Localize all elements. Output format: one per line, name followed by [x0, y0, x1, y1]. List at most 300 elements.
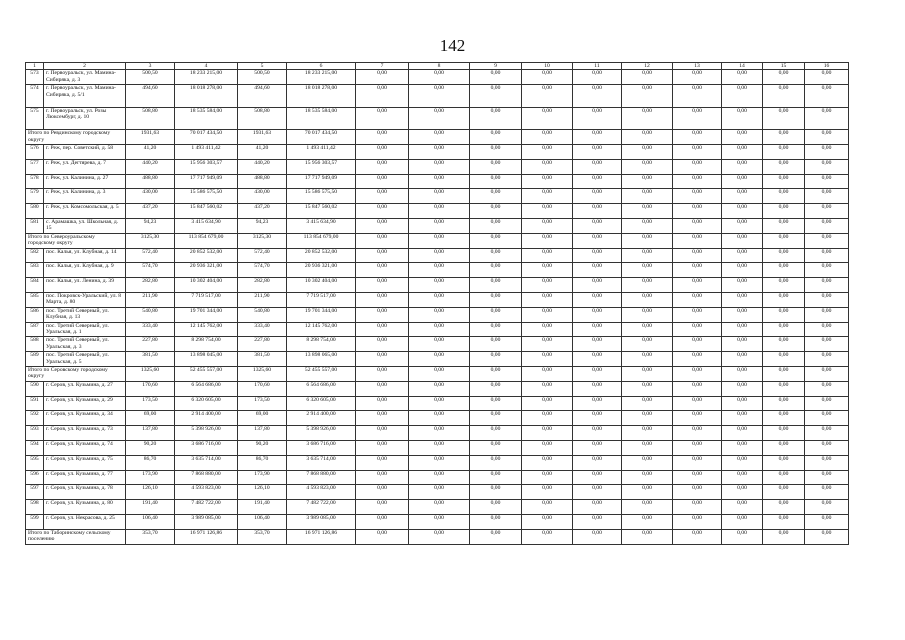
value-cell: 6 564 686,00: [175, 381, 238, 396]
value-cell: 0,00: [573, 500, 622, 515]
value-cell: 0,00: [763, 529, 805, 544]
value-cell: 0,00: [673, 352, 722, 367]
value-cell: 0,00: [805, 85, 849, 108]
value-cell: 0,00: [522, 278, 573, 293]
value-cell: 0,00: [622, 381, 673, 396]
value-cell: 106,40: [238, 514, 287, 529]
value-cell: 0,00: [356, 455, 409, 470]
table-row: [26, 470, 849, 485]
value-cell: 12 145 762,00: [287, 322, 356, 337]
value-cell: 0,00: [409, 470, 470, 485]
value-cell: 0,00: [356, 292, 409, 307]
value-cell: 227,80: [238, 337, 287, 352]
value-cell: 0,00: [622, 85, 673, 108]
value-cell: 170,60: [126, 381, 175, 396]
address-cell: г. Реж, ул. Дегтярева, д. 7: [44, 159, 126, 174]
value-cell: 0,00: [522, 174, 573, 189]
value-cell: 0,00: [573, 396, 622, 411]
value-cell: 0,00: [522, 70, 573, 85]
value-cell: 0,00: [356, 529, 409, 544]
value-cell: 0,00: [673, 130, 722, 145]
value-cell: 0,00: [722, 440, 763, 455]
address-cell: с. Арамашка, ул. Школьная, д. 15: [44, 219, 126, 234]
value-cell: 106,40: [126, 514, 175, 529]
value-cell: 113 854 679,00: [287, 233, 356, 248]
value-cell: 0,00: [805, 426, 849, 441]
subtotal-label: Итого по Таборинскому сельскому поселению: [26, 529, 126, 544]
address-cell: г. Серов, ул. Кузьмина, д. 34: [44, 411, 126, 426]
value-cell: 0,00: [722, 470, 763, 485]
value-cell: 0,00: [522, 337, 573, 352]
value-cell: 0,00: [573, 529, 622, 544]
value-cell: 0,00: [805, 337, 849, 352]
value-cell: 0,00: [622, 529, 673, 544]
value-cell: 0,00: [805, 440, 849, 455]
table-row: [26, 204, 849, 219]
value-cell: 0,00: [673, 455, 722, 470]
value-cell: 0,00: [673, 366, 722, 381]
row-number: 594: [26, 440, 44, 455]
value-cell: 0,00: [622, 292, 673, 307]
value-cell: 0,00: [622, 189, 673, 204]
value-cell: 0,00: [722, 263, 763, 278]
value-cell: 0,00: [805, 514, 849, 529]
value-cell: 2 914 400,00: [175, 411, 238, 426]
row-number: 597: [26, 485, 44, 500]
value-cell: 0,00: [722, 352, 763, 367]
value-cell: 0,00: [722, 159, 763, 174]
table-row: [26, 485, 849, 500]
value-cell: 15 956 303,57: [175, 159, 238, 174]
table-row: [26, 307, 849, 322]
value-cell: 0,00: [763, 307, 805, 322]
row-number: 587: [26, 322, 44, 337]
value-cell: 0,00: [470, 411, 522, 426]
value-cell: 0,00: [805, 366, 849, 381]
value-cell: 0,00: [722, 107, 763, 130]
value-cell: 0,00: [763, 470, 805, 485]
value-cell: 13 898 045,00: [175, 352, 238, 367]
value-cell: 0,00: [522, 366, 573, 381]
value-cell: 0,00: [356, 396, 409, 411]
value-cell: 3 635 714,00: [175, 455, 238, 470]
column-number: 16: [805, 63, 849, 70]
value-cell: 113 854 679,00: [175, 233, 238, 248]
value-cell: 0,00: [763, 85, 805, 108]
value-cell: 540,80: [238, 307, 287, 322]
value-cell: 0,00: [763, 248, 805, 263]
address-cell: г. Серов, ул. Кузьмина, д. 27: [44, 381, 126, 396]
column-number: 6: [287, 63, 356, 70]
value-cell: 0,00: [805, 485, 849, 500]
value-cell: 488,80: [126, 174, 175, 189]
value-cell: 211,90: [126, 292, 175, 307]
value-cell: 0,00: [673, 70, 722, 85]
value-cell: 0,00: [805, 470, 849, 485]
value-cell: 0,00: [573, 159, 622, 174]
value-cell: 0,00: [470, 470, 522, 485]
value-cell: 0,00: [356, 470, 409, 485]
table-row: [26, 322, 849, 337]
table-row: [26, 292, 849, 307]
value-cell: 0,00: [470, 352, 522, 367]
value-cell: 0,00: [622, 248, 673, 263]
value-cell: 211,90: [238, 292, 287, 307]
row-number: 581: [26, 219, 44, 234]
value-cell: 0,00: [522, 292, 573, 307]
value-cell: 0,00: [573, 514, 622, 529]
value-cell: 0,00: [722, 219, 763, 234]
column-number: 5: [238, 63, 287, 70]
register-body: [26, 63, 849, 545]
value-cell: 0,00: [673, 500, 722, 515]
value-cell: 1325,60: [238, 366, 287, 381]
value-cell: 508,80: [126, 107, 175, 130]
value-cell: 440,20: [126, 159, 175, 174]
table-row: [26, 500, 849, 515]
subtotal-row: [26, 366, 849, 381]
value-cell: 16 971 126,86: [175, 529, 238, 544]
value-cell: 0,00: [470, 248, 522, 263]
value-cell: 574,70: [238, 263, 287, 278]
row-number: 585: [26, 292, 44, 307]
value-cell: 333,40: [126, 322, 175, 337]
address-cell: г. Серов, ул. Некрасова, д. 25: [44, 514, 126, 529]
value-cell: 0,00: [673, 189, 722, 204]
value-cell: 0,00: [722, 85, 763, 108]
row-number: 575: [26, 107, 44, 130]
address-cell: г. Серов, ул. Кузьмина, д. 29: [44, 396, 126, 411]
value-cell: 8 298 754,00: [287, 337, 356, 352]
value-cell: 0,00: [722, 174, 763, 189]
value-cell: 0,00: [470, 366, 522, 381]
value-cell: 0,00: [673, 514, 722, 529]
value-cell: 18 018 278,00: [287, 85, 356, 108]
value-cell: 90,20: [238, 440, 287, 455]
value-cell: 69,00: [126, 411, 175, 426]
value-cell: 41,20: [238, 145, 287, 160]
value-cell: 0,00: [622, 219, 673, 234]
value-cell: 0,00: [409, 174, 470, 189]
value-cell: 10 302 404,00: [175, 278, 238, 293]
value-cell: 0,00: [673, 485, 722, 500]
value-cell: 0,00: [763, 159, 805, 174]
row-number: 576: [26, 145, 44, 160]
value-cell: 0,00: [573, 219, 622, 234]
value-cell: 0,00: [622, 174, 673, 189]
value-cell: 0,00: [522, 307, 573, 322]
row-number: 583: [26, 263, 44, 278]
value-cell: 0,00: [763, 514, 805, 529]
value-cell: 0,00: [622, 107, 673, 130]
value-cell: 0,00: [722, 514, 763, 529]
value-cell: 0,00: [470, 159, 522, 174]
value-cell: 173,50: [126, 396, 175, 411]
value-cell: 381,50: [126, 352, 175, 367]
value-cell: 126,10: [126, 485, 175, 500]
value-cell: 500,50: [126, 70, 175, 85]
value-cell: 0,00: [573, 85, 622, 108]
value-cell: 19 701 344,00: [287, 307, 356, 322]
value-cell: 0,00: [673, 426, 722, 441]
value-cell: 0,00: [573, 381, 622, 396]
value-cell: 1931,63: [126, 130, 175, 145]
value-cell: 137,80: [238, 426, 287, 441]
value-cell: 0,00: [622, 263, 673, 278]
table-row: [26, 352, 849, 367]
value-cell: 0,00: [722, 248, 763, 263]
value-cell: 17 717 949,09: [175, 174, 238, 189]
table-row: [26, 159, 849, 174]
value-cell: 0,00: [622, 366, 673, 381]
value-cell: 0,00: [763, 396, 805, 411]
value-cell: 0,00: [522, 107, 573, 130]
value-cell: 0,00: [470, 322, 522, 337]
housing-register-table: [25, 62, 849, 545]
value-cell: 0,00: [470, 189, 522, 204]
row-number: 584: [26, 278, 44, 293]
value-cell: 52 455 557,00: [175, 366, 238, 381]
value-cell: 0,00: [805, 292, 849, 307]
subtotal-row: [26, 529, 849, 544]
value-cell: 0,00: [722, 500, 763, 515]
value-cell: 0,00: [470, 426, 522, 441]
value-cell: 0,00: [673, 529, 722, 544]
column-number: 12: [622, 63, 673, 70]
value-cell: 12 145 762,00: [175, 322, 238, 337]
value-cell: 70 017 434,50: [175, 130, 238, 145]
value-cell: 4 593 823,00: [175, 485, 238, 500]
value-cell: 494,60: [238, 85, 287, 108]
value-cell: 191,40: [238, 500, 287, 515]
address-cell: г. Серов, ул. Кузьмина, д. 80: [44, 500, 126, 515]
value-cell: 0,00: [673, 440, 722, 455]
value-cell: 0,00: [470, 107, 522, 130]
value-cell: 0,00: [763, 219, 805, 234]
value-cell: 173,90: [238, 470, 287, 485]
value-cell: 0,00: [470, 514, 522, 529]
table-row: [26, 189, 849, 204]
value-cell: 0,00: [805, 204, 849, 219]
address-cell: г. Серов, ул. Кузьмина, д. 77: [44, 470, 126, 485]
subtotal-row: [26, 130, 849, 145]
value-cell: 0,00: [763, 485, 805, 500]
value-cell: 0,00: [522, 455, 573, 470]
table-row: [26, 145, 849, 160]
value-cell: 0,00: [522, 529, 573, 544]
value-cell: 0,00: [522, 470, 573, 485]
value-cell: 0,00: [470, 485, 522, 500]
value-cell: 0,00: [522, 322, 573, 337]
value-cell: 0,00: [573, 204, 622, 219]
value-cell: 0,00: [722, 292, 763, 307]
value-cell: 0,00: [622, 145, 673, 160]
value-cell: 0,00: [805, 455, 849, 470]
value-cell: 0,00: [673, 307, 722, 322]
value-cell: 440,20: [238, 159, 287, 174]
value-cell: 0,00: [622, 440, 673, 455]
value-cell: 282,80: [126, 278, 175, 293]
value-cell: 0,00: [470, 219, 522, 234]
value-cell: 0,00: [356, 189, 409, 204]
address-cell: пос. Калья, ул. Клубная, д. 14: [44, 248, 126, 263]
value-cell: 15 586 575,50: [175, 189, 238, 204]
value-cell: 0,00: [409, 500, 470, 515]
value-cell: 0,00: [409, 381, 470, 396]
value-cell: 4 593 823,00: [287, 485, 356, 500]
address-cell: г. Первоуральск, ул. Розы Люксембург, д. 10: [44, 107, 126, 130]
value-cell: 0,00: [356, 174, 409, 189]
value-cell: 0,00: [673, 85, 722, 108]
value-cell: 0,00: [409, 189, 470, 204]
value-cell: 0,00: [356, 426, 409, 441]
value-cell: 494,60: [126, 85, 175, 108]
value-cell: 0,00: [673, 145, 722, 160]
value-cell: 0,00: [470, 278, 522, 293]
value-cell: 430,00: [126, 189, 175, 204]
value-cell: 0,00: [805, 396, 849, 411]
value-cell: 0,00: [805, 278, 849, 293]
value-cell: 0,00: [573, 366, 622, 381]
address-cell: г. Первоуральск, ул. Мамина-Сибиряка, д. 3: [44, 70, 126, 85]
value-cell: 0,00: [356, 85, 409, 108]
value-cell: 18 233 215,00: [287, 70, 356, 85]
value-cell: 572,40: [126, 248, 175, 263]
value-cell: 0,00: [470, 381, 522, 396]
subtotal-label: Итого по Североуральскому городскому округу: [26, 233, 126, 248]
value-cell: 0,00: [573, 440, 622, 455]
value-cell: 7 482 722,00: [287, 500, 356, 515]
value-cell: 0,00: [763, 70, 805, 85]
value-cell: 0,00: [522, 233, 573, 248]
value-cell: 0,00: [356, 500, 409, 515]
value-cell: 0,00: [763, 440, 805, 455]
value-cell: 0,00: [763, 322, 805, 337]
column-number: 8: [409, 63, 470, 70]
value-cell: 0,00: [356, 263, 409, 278]
value-cell: 0,00: [763, 381, 805, 396]
value-cell: 0,00: [356, 107, 409, 130]
value-cell: 0,00: [573, 470, 622, 485]
value-cell: 15 847 560,02: [175, 204, 238, 219]
column-number: 9: [470, 63, 522, 70]
value-cell: 0,00: [409, 455, 470, 470]
value-cell: 0,00: [763, 189, 805, 204]
value-cell: 0,00: [763, 366, 805, 381]
value-cell: 3125,30: [126, 233, 175, 248]
value-cell: 0,00: [622, 396, 673, 411]
value-cell: 0,00: [763, 263, 805, 278]
value-cell: 0,00: [522, 352, 573, 367]
value-cell: 0,00: [622, 411, 673, 426]
value-cell: 0,00: [409, 107, 470, 130]
value-cell: 0,00: [573, 70, 622, 85]
value-cell: 0,00: [622, 352, 673, 367]
row-number: 588: [26, 337, 44, 352]
value-cell: 0,00: [573, 107, 622, 130]
value-cell: 0,00: [673, 204, 722, 219]
value-cell: 0,00: [522, 514, 573, 529]
value-cell: 5 398 926,00: [175, 426, 238, 441]
value-cell: 0,00: [573, 278, 622, 293]
value-cell: 0,00: [356, 514, 409, 529]
value-cell: 0,00: [622, 233, 673, 248]
column-number-row: [26, 63, 849, 70]
value-cell: 0,00: [673, 278, 722, 293]
value-cell: 0,00: [470, 455, 522, 470]
value-cell: 170,60: [238, 381, 287, 396]
value-cell: 41,20: [126, 145, 175, 160]
value-cell: 0,00: [622, 204, 673, 219]
value-cell: 0,00: [522, 381, 573, 396]
value-cell: 0,00: [522, 85, 573, 108]
value-cell: 0,00: [805, 107, 849, 130]
value-cell: 0,00: [805, 411, 849, 426]
table-row: [26, 248, 849, 263]
address-cell: пос. Третий Северный, ул. Уральская, д. 3: [44, 337, 126, 352]
value-cell: 0,00: [622, 500, 673, 515]
table-row: [26, 107, 849, 130]
table-row: [26, 411, 849, 426]
value-cell: 0,00: [470, 145, 522, 160]
value-cell: 0,00: [356, 130, 409, 145]
value-cell: 0,00: [722, 145, 763, 160]
value-cell: 0,00: [805, 159, 849, 174]
value-cell: 430,00: [238, 189, 287, 204]
column-number: 7: [356, 63, 409, 70]
value-cell: 52 455 557,00: [287, 366, 356, 381]
column-number: 10: [522, 63, 573, 70]
value-cell: 0,00: [805, 189, 849, 204]
value-cell: 0,00: [409, 248, 470, 263]
column-number: 3: [126, 63, 175, 70]
value-cell: 437,20: [238, 204, 287, 219]
value-cell: 572,40: [238, 248, 287, 263]
value-cell: 0,00: [763, 145, 805, 160]
value-cell: 0,00: [522, 263, 573, 278]
value-cell: 488,80: [238, 174, 287, 189]
value-cell: 0,00: [805, 130, 849, 145]
value-cell: 0,00: [356, 145, 409, 160]
table-row: [26, 219, 849, 234]
address-cell: пос. Калья, ул. Ленина, д. 39: [44, 278, 126, 293]
value-cell: 0,00: [356, 337, 409, 352]
address-cell: пос. Третий Северный, ул. Клубная, д. 13: [44, 307, 126, 322]
table-row: [26, 337, 849, 352]
value-cell: 0,00: [409, 485, 470, 500]
row-number: 582: [26, 248, 44, 263]
value-cell: 0,00: [409, 514, 470, 529]
value-cell: 10 302 404,00: [287, 278, 356, 293]
value-cell: 0,00: [805, 70, 849, 85]
value-cell: 0,00: [722, 411, 763, 426]
value-cell: 0,00: [409, 529, 470, 544]
value-cell: 0,00: [356, 248, 409, 263]
table-row: [26, 70, 849, 85]
value-cell: 0,00: [763, 174, 805, 189]
value-cell: 0,00: [470, 396, 522, 411]
value-cell: 0,00: [805, 322, 849, 337]
value-cell: 0,00: [673, 174, 722, 189]
value-cell: 18 018 278,00: [175, 85, 238, 108]
value-cell: 20 852 532,00: [175, 248, 238, 263]
row-number: 595: [26, 455, 44, 470]
table-row: [26, 514, 849, 529]
value-cell: 0,00: [805, 307, 849, 322]
value-cell: 0,00: [573, 307, 622, 322]
value-cell: 0,00: [722, 337, 763, 352]
value-cell: 0,00: [522, 396, 573, 411]
